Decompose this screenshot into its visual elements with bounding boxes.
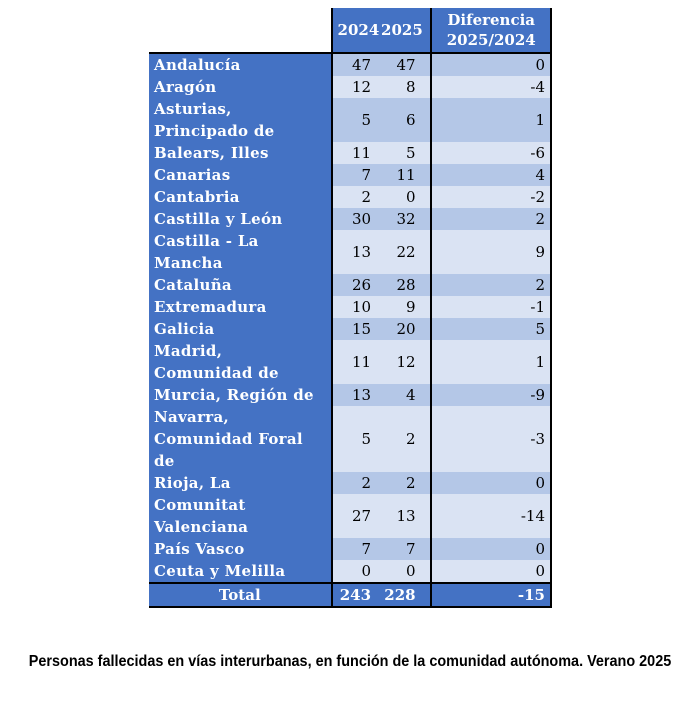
region-name-line: Balears, Illes bbox=[154, 144, 269, 162]
region-name bbox=[149, 230, 332, 274]
region-name bbox=[149, 560, 332, 583]
value-2025: 0 bbox=[376, 186, 421, 208]
value-diff: -14 bbox=[431, 494, 551, 538]
column-gap bbox=[421, 472, 432, 494]
value-diff: 4 bbox=[431, 164, 551, 186]
column-gap bbox=[421, 164, 432, 186]
region-name-line: Castilla - La bbox=[154, 232, 259, 250]
region-name-line: Castilla y León bbox=[154, 210, 283, 228]
region-name-line: Galicia bbox=[154, 320, 215, 338]
value-2024: 0 bbox=[332, 560, 377, 583]
value-2025: 9 bbox=[376, 296, 421, 318]
table-row bbox=[149, 560, 551, 583]
region-name bbox=[149, 274, 332, 296]
value-2025: 20 bbox=[376, 318, 421, 340]
value-diff: 0 bbox=[431, 472, 551, 494]
value-2024: 26 bbox=[332, 274, 377, 296]
value-2024: 2 bbox=[332, 472, 377, 494]
value-2025: 28 bbox=[376, 274, 421, 296]
value-diff: 0 bbox=[431, 560, 551, 583]
region-name bbox=[149, 296, 332, 318]
value-diff: -6 bbox=[431, 142, 551, 164]
region-name-line: Principado de bbox=[154, 122, 275, 140]
region-name-line: Aragón bbox=[154, 78, 217, 96]
table-row bbox=[149, 186, 551, 208]
region-name-line: Comunidad de bbox=[154, 364, 279, 382]
value-2024: 5 bbox=[332, 98, 377, 142]
region-name bbox=[149, 406, 332, 472]
table-row bbox=[149, 538, 551, 560]
value-2024: 7 bbox=[332, 538, 377, 560]
region-name bbox=[149, 494, 332, 538]
value-diff: -9 bbox=[431, 384, 551, 406]
column-gap bbox=[421, 340, 432, 384]
region-name bbox=[149, 76, 332, 98]
value-diff: -2 bbox=[431, 186, 551, 208]
table-row bbox=[149, 340, 551, 384]
header-diff-line2: 2025/2024 bbox=[446, 31, 536, 49]
region-name-line: de bbox=[154, 452, 175, 470]
value-2025: 0 bbox=[376, 560, 421, 583]
value-2024: 10 bbox=[332, 296, 377, 318]
value-diff: 2 bbox=[431, 274, 551, 296]
value-diff: 5 bbox=[431, 318, 551, 340]
value-2025: 2 bbox=[376, 406, 421, 472]
region-name bbox=[149, 538, 332, 560]
region-name-line: Andalucía bbox=[154, 56, 241, 74]
column-gap bbox=[421, 560, 432, 583]
value-2024: 13 bbox=[332, 230, 377, 274]
table-row bbox=[149, 53, 551, 76]
region-name-line: Navarra, bbox=[154, 408, 230, 426]
column-gap bbox=[421, 274, 432, 296]
value-2025: 7 bbox=[376, 538, 421, 560]
region-name bbox=[149, 164, 332, 186]
table-row bbox=[149, 230, 551, 274]
region-name-line: País Vasco bbox=[154, 540, 245, 558]
table-container bbox=[149, 8, 552, 608]
value-diff: 9 bbox=[431, 230, 551, 274]
total-row bbox=[149, 583, 551, 607]
value-2024: 11 bbox=[332, 340, 377, 384]
value-2024: 11 bbox=[332, 142, 377, 164]
column-gap bbox=[421, 318, 432, 340]
value-2025: 13 bbox=[376, 494, 421, 538]
value-2025: 4 bbox=[376, 384, 421, 406]
value-2024: 27 bbox=[332, 494, 377, 538]
value-2024: 30 bbox=[332, 208, 377, 230]
value-diff: 0 bbox=[431, 53, 551, 76]
value-2024: 15 bbox=[332, 318, 377, 340]
table-row bbox=[149, 274, 551, 296]
table-row bbox=[149, 494, 551, 538]
table-row bbox=[149, 384, 551, 406]
region-name-line: Asturias, bbox=[154, 100, 232, 118]
region-name bbox=[149, 340, 332, 384]
table-row bbox=[149, 318, 551, 340]
column-gap bbox=[421, 494, 432, 538]
value-2024: 13 bbox=[332, 384, 377, 406]
region-name-line: Canarias bbox=[154, 166, 231, 184]
value-diff: 1 bbox=[431, 98, 551, 142]
value-2025: 47 bbox=[376, 53, 421, 76]
region-name-line: Cantabria bbox=[154, 188, 240, 206]
value-diff: 0 bbox=[431, 538, 551, 560]
region-name bbox=[149, 318, 332, 340]
column-gap bbox=[421, 296, 432, 318]
value-diff: 1 bbox=[431, 340, 551, 384]
region-name bbox=[149, 472, 332, 494]
value-2025: 5 bbox=[376, 142, 421, 164]
value-diff: -4 bbox=[431, 76, 551, 98]
header-2025: 2025 bbox=[376, 8, 421, 53]
table-caption: Personas fallecidas en vías interurbanas, en función de la comunidad autónoma. Verano 2025 bbox=[28, 653, 672, 670]
column-gap bbox=[421, 538, 432, 560]
header-2024: 2024 bbox=[332, 8, 377, 53]
column-gap bbox=[421, 230, 432, 274]
region-name-line: Rioja, La bbox=[154, 474, 231, 492]
value-2024: 47 bbox=[332, 53, 377, 76]
header-blank bbox=[149, 8, 332, 53]
column-gap bbox=[421, 142, 432, 164]
table-row bbox=[149, 472, 551, 494]
value-2025: 2 bbox=[376, 472, 421, 494]
value-diff: -1 bbox=[431, 296, 551, 318]
region-name bbox=[149, 384, 332, 406]
total-diff: -15 bbox=[431, 583, 551, 607]
value-2025: 22 bbox=[376, 230, 421, 274]
column-gap bbox=[421, 208, 432, 230]
region-name-line: Comunitat bbox=[154, 496, 246, 514]
column-gap bbox=[421, 384, 432, 406]
region-name bbox=[149, 53, 332, 76]
region-name-line: Comunidad Foral bbox=[154, 430, 303, 448]
table-row bbox=[149, 76, 551, 98]
value-diff: -3 bbox=[431, 406, 551, 472]
table-row bbox=[149, 208, 551, 230]
value-2025: 12 bbox=[376, 340, 421, 384]
table-row bbox=[149, 406, 551, 472]
total-label: Total bbox=[149, 583, 332, 607]
region-name bbox=[149, 186, 332, 208]
column-gap bbox=[421, 583, 432, 607]
region-name bbox=[149, 98, 332, 142]
value-2025: 11 bbox=[376, 164, 421, 186]
region-name-line: Extremadura bbox=[154, 298, 267, 316]
region-name-line: Ceuta y Melilla bbox=[154, 562, 286, 580]
value-2024: 7 bbox=[332, 164, 377, 186]
table-row bbox=[149, 164, 551, 186]
column-gap bbox=[421, 76, 432, 98]
table-row bbox=[149, 142, 551, 164]
region-name bbox=[149, 142, 332, 164]
region-name bbox=[149, 208, 332, 230]
value-2025: 32 bbox=[376, 208, 421, 230]
value-2024: 5 bbox=[332, 406, 377, 472]
header-diff bbox=[431, 8, 551, 53]
column-gap bbox=[421, 186, 432, 208]
region-name-line: Mancha bbox=[154, 254, 223, 272]
region-name-line: Murcia, Región de bbox=[154, 386, 314, 404]
table-row bbox=[149, 296, 551, 318]
column-gap bbox=[421, 406, 432, 472]
value-diff: 2 bbox=[431, 208, 551, 230]
column-gap bbox=[421, 98, 432, 142]
total-2025: 228 bbox=[376, 583, 421, 607]
region-name-line: Cataluña bbox=[154, 276, 232, 294]
value-2024: 2 bbox=[332, 186, 377, 208]
column-gap bbox=[421, 53, 432, 76]
header-diff-line1: Diferencia bbox=[447, 11, 536, 29]
region-name-line: Madrid, bbox=[154, 342, 223, 360]
value-2025: 8 bbox=[376, 76, 421, 98]
total-2024: 243 bbox=[332, 583, 377, 607]
table-row bbox=[149, 98, 551, 142]
header-row bbox=[149, 8, 551, 53]
table-body bbox=[149, 53, 551, 607]
region-name-line: Valenciana bbox=[154, 518, 249, 536]
value-2025: 6 bbox=[376, 98, 421, 142]
value-2024: 12 bbox=[332, 76, 377, 98]
fatalities-table bbox=[149, 8, 552, 608]
